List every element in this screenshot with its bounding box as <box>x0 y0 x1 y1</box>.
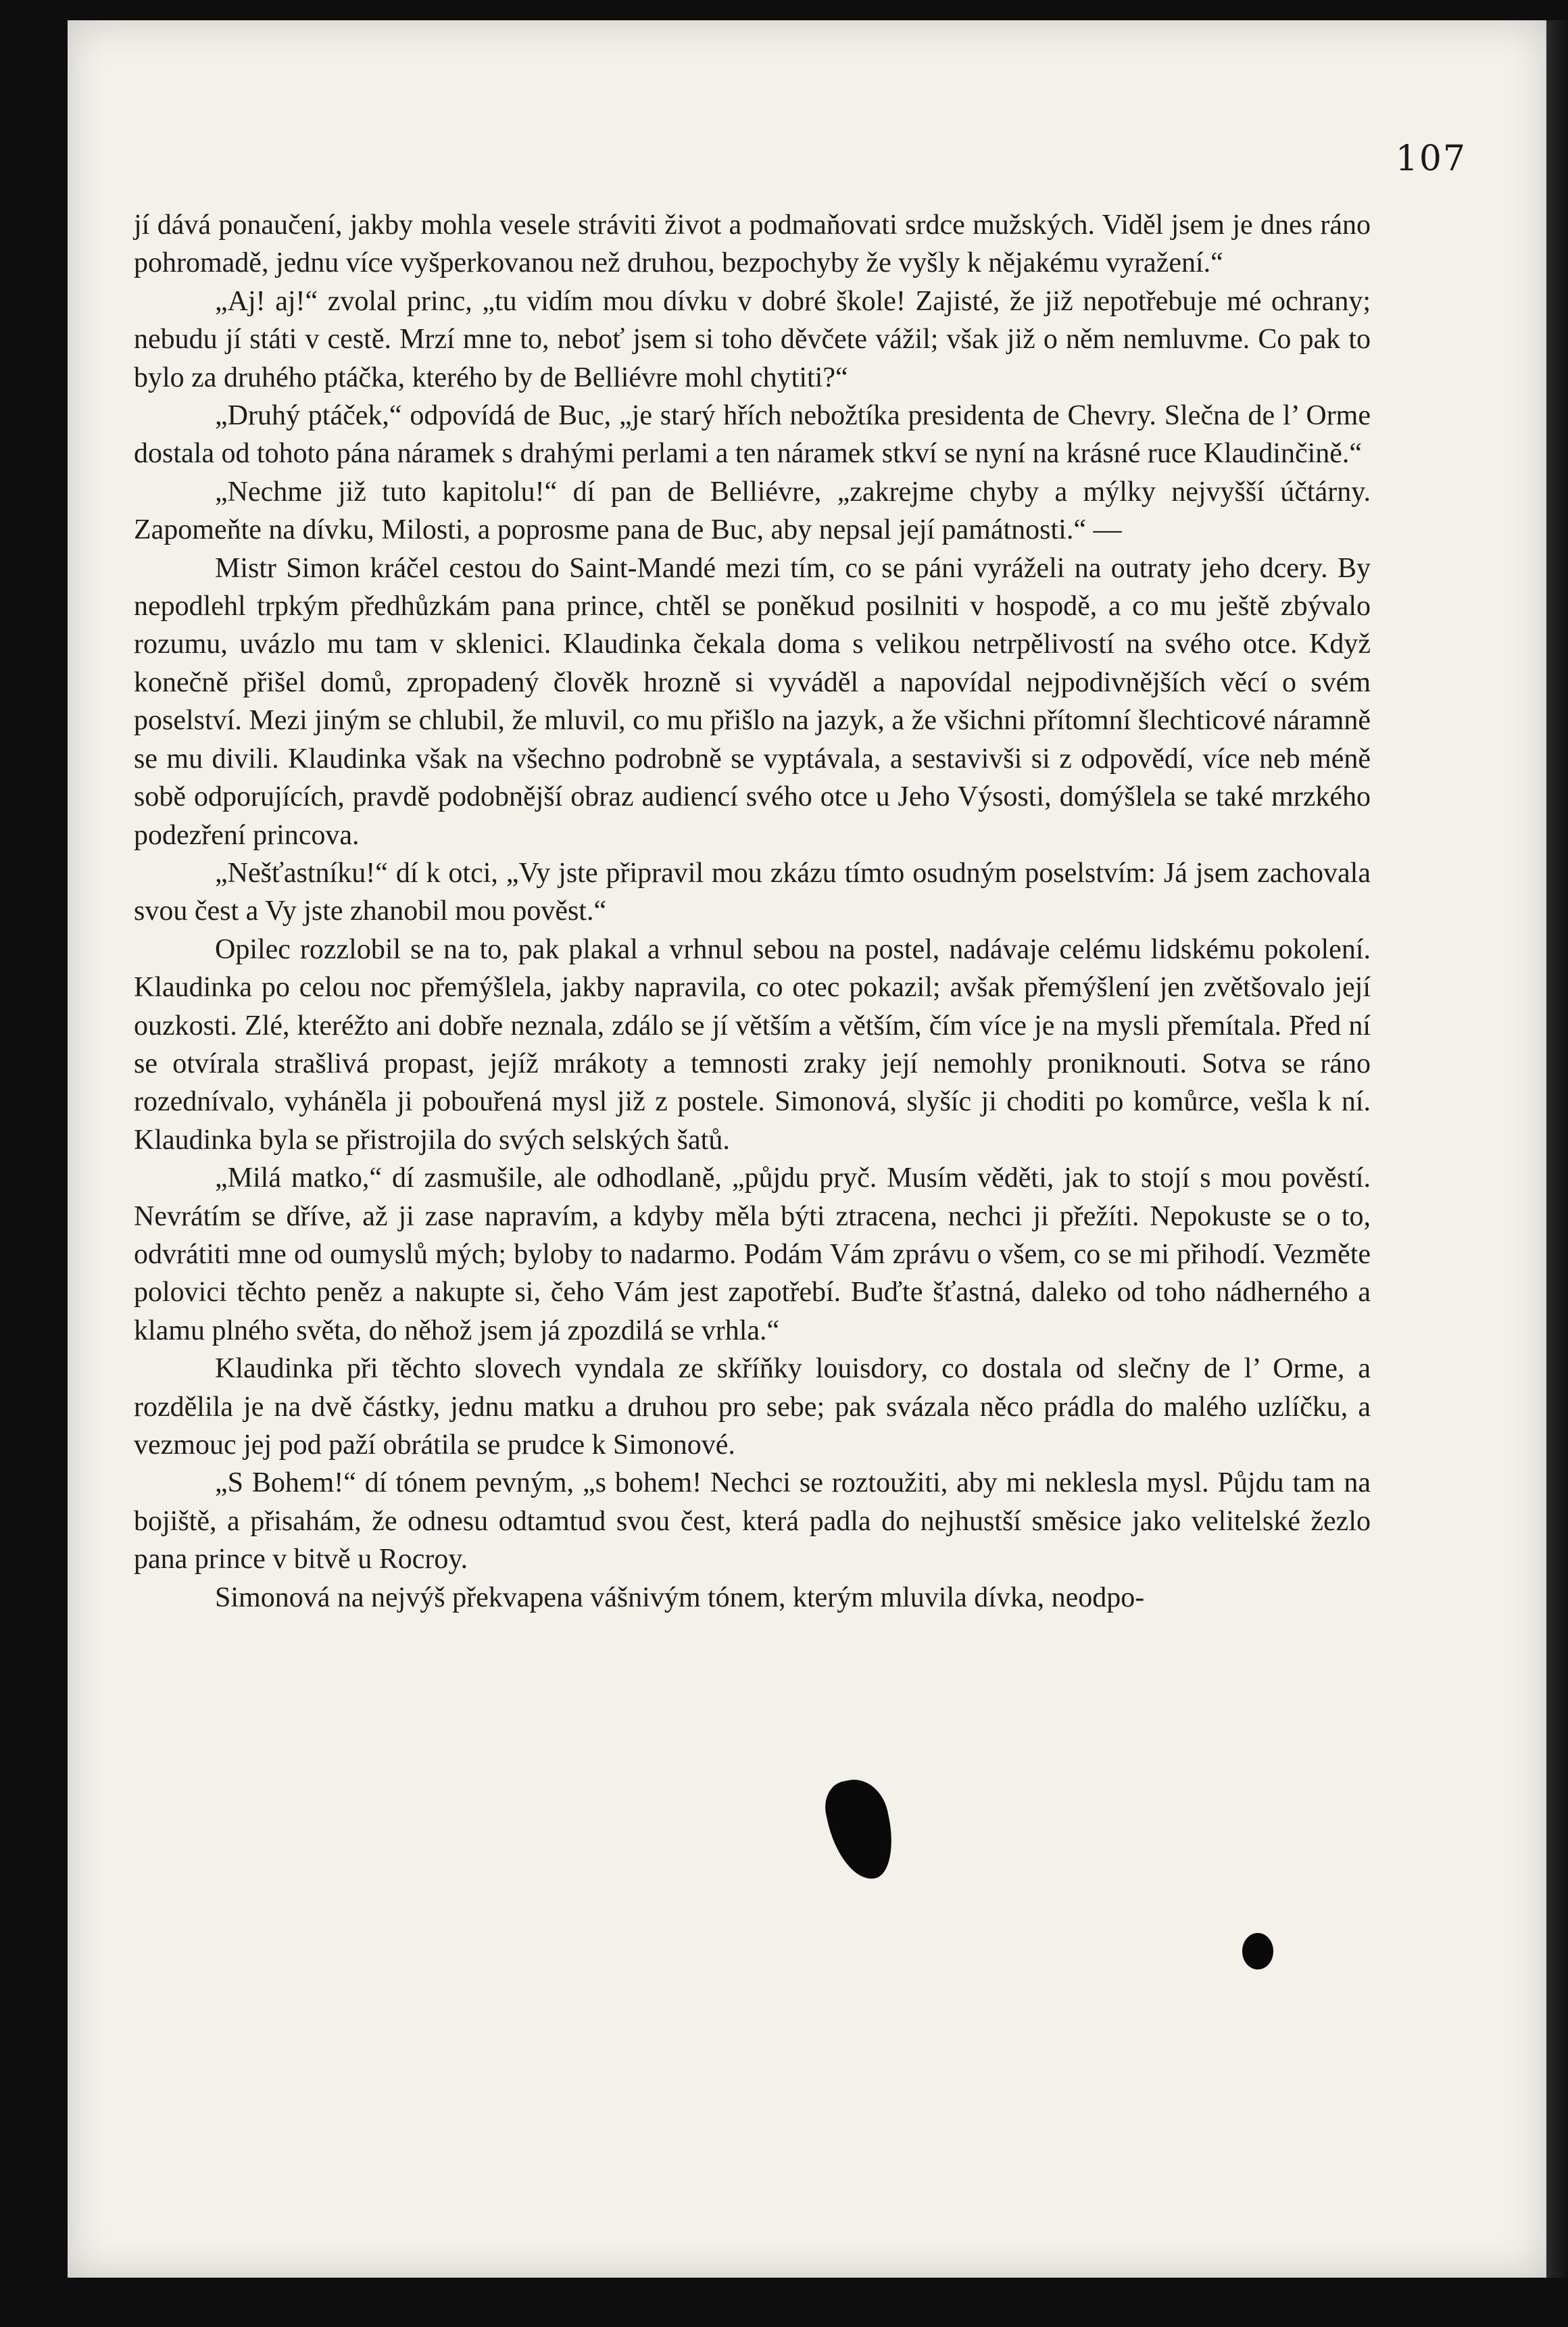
paragraph: jí dává ponaučení, jakby mohla vesele stráviti život a podmaňovati srdce mužských. Viděl jsem je dnes ráno pohromadě, jednu více vyšperkovanou než druhou, bezpochyby že vyšly k nějakému vyražení.“ <box>134 210 1371 279</box>
page-number: 107 <box>1395 139 1467 179</box>
paragraph: „Nešťastníku!“ dí k otci, „Vy jste připravil mou zkázu tímto osudným poselstvím: Já jsem zachovala svou čest a Vy jste zhanobil mou pověst.“ <box>134 857 1371 927</box>
body-text <box>134 206 1371 1617</box>
paragraph: Klaudinka při těchto slovech vyndala ze skříňky louisdory, co dostala od slečny de l’ Orme, a rozdělila je na dvě částky, jednu matku a druhou pro sebe; pak svázala něco prádla do malého uzlíčku, a vezmouc jej pod paží obrátila se prudce k Simonové. <box>134 1353 1371 1461</box>
ink-dot <box>1242 1933 1273 1969</box>
paragraph: Opilec rozzlobil se na to, pak plakal a vrhnul sebou na postel, nadávaje celému lidskému pokolení. Klaudinka po celou noc přemýšlela, jakby napravila, co otec pokazil; avšak přemýšlení jen zvětšovalo její ouzkosti. Zlé, kteréžto ani dobře neznala, zdálo se jí větším a větším, čím více je na mysli přemítala. Před ní se otvírala strašlivá propast, jejíž mrákoty a temnosti zraky její nemohly proniknouti. Sotva se ráno rozednívalo, vyháněla ji pobouřená mysl již z postele. Simonová, slyšíc ji choditi po komůrce, vešla k ní. Klaudinka byla se přistrojila do svých selských šatů. <box>134 933 1371 1156</box>
paragraph: Mistr Simon kráčel cestou do Saint-Mandé mezi tím, co se páni vyráželi na outraty jeho dcery. By nepodlehl trpkým předhůzkám pana prince, chtěl se poněkud posilniti v hospodě, a co mu ještě zbývalo rozumu, uvázlo mu tam v sklenici. Klaudinka čekala doma s velikou netrpělivostí na svého otce. Když konečně přišel domů, zpropadený člověk hrozně si vyváděl a napovídal nejpodivnějších věcí o svém poselství. Mezi jiným se chlubil, že mluvil, co mu přišlo na jazyk, a že všichni přítomní šlechticové náramně se mu divili. Klaudinka však na všechno podrobně se vyptávala, a sestavivši si z odpovědí, více neb méně sobě odporujících, pravdě podobnější obraz audiencí svého otce u Jeho Výsosti, domýšlela se také mrzkého podezření princova. <box>134 552 1371 851</box>
paragraph: „Aj! aj!“ zvolal princ, „tu vidím mou dívku v dobré škole! Zajisté, že již nepotřebuje mé ochrany; nebudu jí státi v cestě. Mrzí mne to, neboť jsem si toho děvčete vážil; však již o něm nemluvme. Co pak to bylo za druhého ptáčka, kterého by de Belliévre mohl chytiti?“ <box>134 285 1371 393</box>
page-edge-shadow <box>1546 20 1568 2278</box>
paragraph: „S Bohem!“ dí tónem pevným, „s bohem! Nechci se roztoužiti, aby mi neklesla mysl. Půjdu tam na bojiště, a přisahám, že odnesu odtamtud svou čest, která padla do nejhustší směsice jako velitelské žezlo pana prince v bitvě u Rocroy. <box>134 1467 1371 1575</box>
paragraph: Simonová na nejvýš překvapena vášnivým tónem, kterým mluvila dívka, neodpo- <box>215 1582 1145 1613</box>
paragraph: „Nechme již tuto kapitolu!“ dí pan de Belliévre, „zakrejme chyby a mýlky nejvyšší účtárny. Zapomeňte na dívku, Milosti, a poprosme pana de Buc, aby nepsal její památnosti.“ — <box>134 476 1371 546</box>
paragraph: „Druhý ptáček,“ odpovídá de Buc, „je starý hřích nebožtíka presidenta de Chevry. Slečna de l’ Orme dostala od tohoto pána náramek s drahými perlami a ten náramek stkví se nyní na krásné ruce Klaudinčině.“ <box>134 400 1371 470</box>
paragraph: „Milá matko,“ dí zasmušile, ale odhodlaně, „půjdu pryč. Musím věděti, jak to stojí s mou pověstí. Nevrátím se dříve, až ji zase napravím, a kdyby měla býti ztracena, nechci ji přežíti. Nepokuste se o to, odvrátiti mne od oumyslů mých; byloby to nadarmo. Podám Vám zprávu o všem, co se mi přihodí. Vezměte polovici těchto peněz a nakupte si, čeho Vám jest zapotřebí. Buďte šťastná, daleko od toho nádherného a klamu plného světa, do něhož jsem já zpozdilá se vrhla.“ <box>134 1162 1371 1346</box>
